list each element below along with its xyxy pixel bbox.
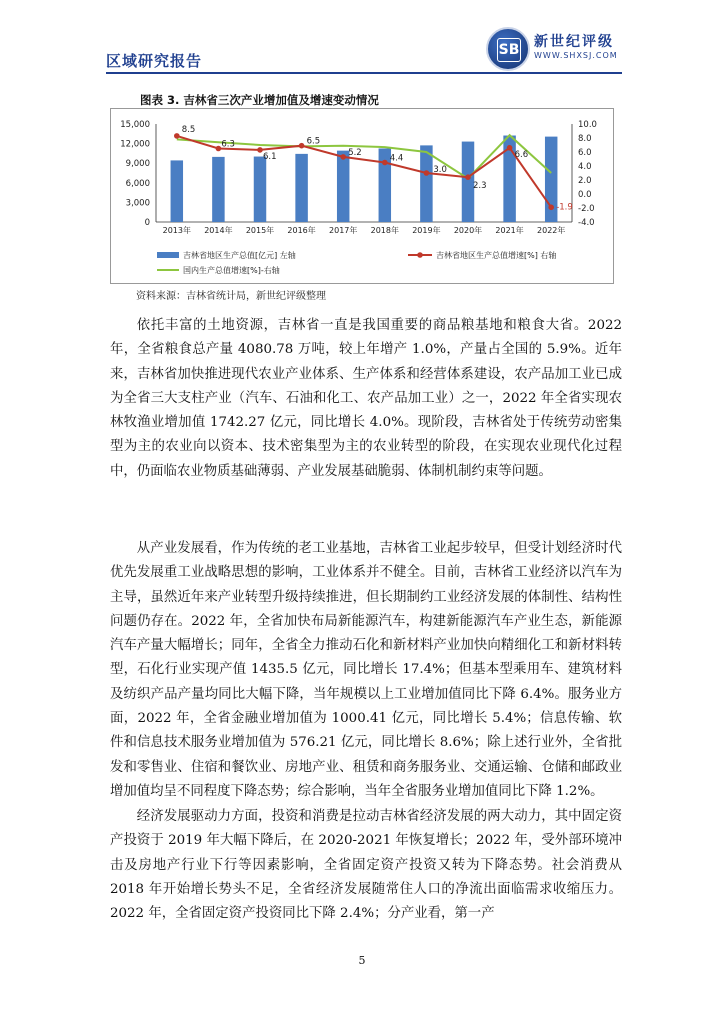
growth-data-label: 6.1	[263, 151, 277, 162]
right-tick-label: 2.0	[578, 176, 592, 186]
paragraph-drivers: 经济发展驱动力方面，投资和消费是拉动吉林省经济发展的两大动力，其中固定资产投资于 2019 年大幅下降后，在 2020-2021 年恢复增长；2022 年，受外部环境冲击及房地产行业下行等因素影响，全省固定资产投资又转为下降态势。社会消费从 2018 年开始增长势头不足，全省经济发展随常住人口的净流出面临需求收缩压力。2022 年，全省固定资产投资同比下降 2.4%；分产业看，第一产	[110, 809, 622, 922]
category-label: 2019年	[412, 226, 441, 235]
category-label: 2018年	[370, 226, 399, 235]
jilin-growth-point	[257, 147, 263, 153]
left-tick-label: 3,000	[125, 198, 150, 209]
right-tick-label: -2.0	[578, 204, 595, 214]
jilin-growth-point	[299, 143, 305, 149]
jilin-growth-point	[465, 174, 471, 180]
left-tick-label: 0	[144, 218, 150, 228]
category-label: 2020年	[453, 226, 483, 235]
category-label: 2015年	[245, 226, 275, 235]
chart-svg	[110, 108, 614, 284]
logo-website: WWW.SHXSJ.COM	[534, 51, 618, 60]
header-divider	[106, 72, 622, 74]
growth-data-label: 6.6	[514, 149, 529, 160]
paragraph-industry: 从产业发展看，作为传统的老工业基地，吉林省工业起步较早，但受计划经济时代优先发展重工业战略思想的影响，工业体系并不健全。目前，吉林省工业经济以汽车为主导，虽然近年来产业转型升级持续推进，但长期制约工业经济发展的体制性、结构性问题仍存在。2022 年，全省加快布局新能源汽车，构建新能源汽车产业生态，新能源汽车产量大幅增长；同年，全省全力推动石化和新材料产业加快向精细化工和新材料转型，石化行业实现产值 1435.5 亿元，同比增长 17.4%；但基本型乘用车、建筑材料及纺织产品产量均同比大幅下降，当年规模以上工业增加值同比下降 6.4%。服务业方面，2022 年，全省金融业增加值为 1000.41 亿元，同比增长 5.4%；信息传输、软件和信息技术服务业增加值为 576.21 亿元，同比增长 8.6%；除上述行业外，全省批发和零售业、住宿和餐饮业、房地产业、租赁和商务服务业、交通运输、仓储和邮政业增加值均呈不同程度下降态势；综合影响，当年全省服务业增加值同比下降 1.2%。	[110, 541, 622, 799]
jilin-growth-point	[548, 205, 554, 211]
jilin-growth-point	[174, 133, 180, 139]
growth-data-label: 2.3	[473, 181, 487, 192]
category-label: 2022年	[537, 226, 566, 235]
growth-data-label: -1.9	[556, 202, 573, 213]
logo-company-name: 新世纪评级	[534, 34, 614, 50]
category-label: 2016年	[287, 226, 316, 235]
gdp-bar	[171, 160, 183, 222]
category-label: 2017年	[329, 226, 358, 235]
left-tick-label: 12,000	[120, 139, 150, 150]
jilin-growth-point	[424, 170, 430, 176]
figure-title: 图表 3. 吉林省三次产业增加值及增速变动情况	[140, 93, 379, 107]
gdp-bar	[420, 145, 432, 222]
jilin-growth-point	[216, 146, 222, 152]
report-section-title: 区域研究报告	[106, 52, 203, 70]
right-tick-label: 10.0	[578, 120, 597, 130]
legend-label-national-growth: 国内生产总值增速[%]-右轴	[183, 266, 280, 275]
legend-marker-jilin-growth	[417, 252, 423, 258]
growth-data-label: 6.5	[306, 136, 321, 147]
growth-data-label: 8.5	[181, 124, 196, 135]
gdp-bar	[337, 151, 349, 222]
left-tick-label: 9,000	[125, 159, 150, 170]
growth-data-label: 5.2	[348, 147, 362, 158]
category-label: 2014年	[204, 226, 233, 235]
legend-swatch-gdp	[157, 252, 179, 258]
jilin-growth-point	[507, 145, 513, 151]
right-tick-label: 8.0	[578, 134, 592, 144]
chart-container	[110, 108, 614, 284]
right-tick-label: -4.0	[578, 218, 595, 228]
gdp-bar	[254, 157, 266, 222]
right-tick-label: 4.0	[578, 162, 592, 172]
left-tick-label: 15,000	[120, 120, 150, 130]
page-number: 5	[358, 954, 366, 967]
logo-emblem	[486, 27, 530, 71]
company-logo	[486, 27, 626, 71]
growth-data-label: 6.3	[221, 139, 235, 150]
category-label: 2021年	[495, 226, 524, 235]
right-tick-label: 0.0	[578, 190, 592, 200]
legend-label-gdp: 吉林省地区生产总值[亿元] 左轴	[183, 251, 296, 260]
left-tick-label: 6,000	[125, 178, 150, 189]
logo-mark: SB	[497, 38, 521, 62]
legend-label-jilin-growth: 吉林省地区生产总值增速[%] 右轴	[436, 251, 557, 260]
growth-data-label: 4.4	[389, 153, 404, 164]
gdp-bar	[212, 157, 224, 222]
jilin-growth-point	[340, 154, 346, 160]
category-label: 2013年	[162, 226, 191, 235]
paragraph-agriculture: 依托丰富的土地资源，吉林省一直是我国重要的商品粮基地和粮食大省。2022 年，全省粮食总产量 4080.78 万吨，较上年增产 1.0%，产量占全国的 5.9%。近年来，吉林省加快推进现代农业产业体系、生产体系和经营体系建设，农产品加工业已成为全省三大支柱产业（汽车、石油和化工、农产品加工业）之一，2022 年全省实现农林牧渔业增加值 1742.27 亿元，同比增长 4.0%。现阶段，吉林省处于传统劳动密集型为主的农业向以资本、技术密集型为主的农业转型的阶段，在实现农业现代化过程中，仍面临农业物质基础薄弱、产业发展基础脆弱、体制机制约束等问题。	[110, 318, 622, 479]
growth-data-label: 3.0	[433, 165, 447, 175]
right-tick-label: 6.0	[578, 148, 592, 158]
jilin-growth-point	[382, 160, 388, 166]
gdp-bar	[295, 154, 307, 222]
figure-source: 资料来源：吉林省统计局，新世纪评级整理	[136, 291, 326, 302]
